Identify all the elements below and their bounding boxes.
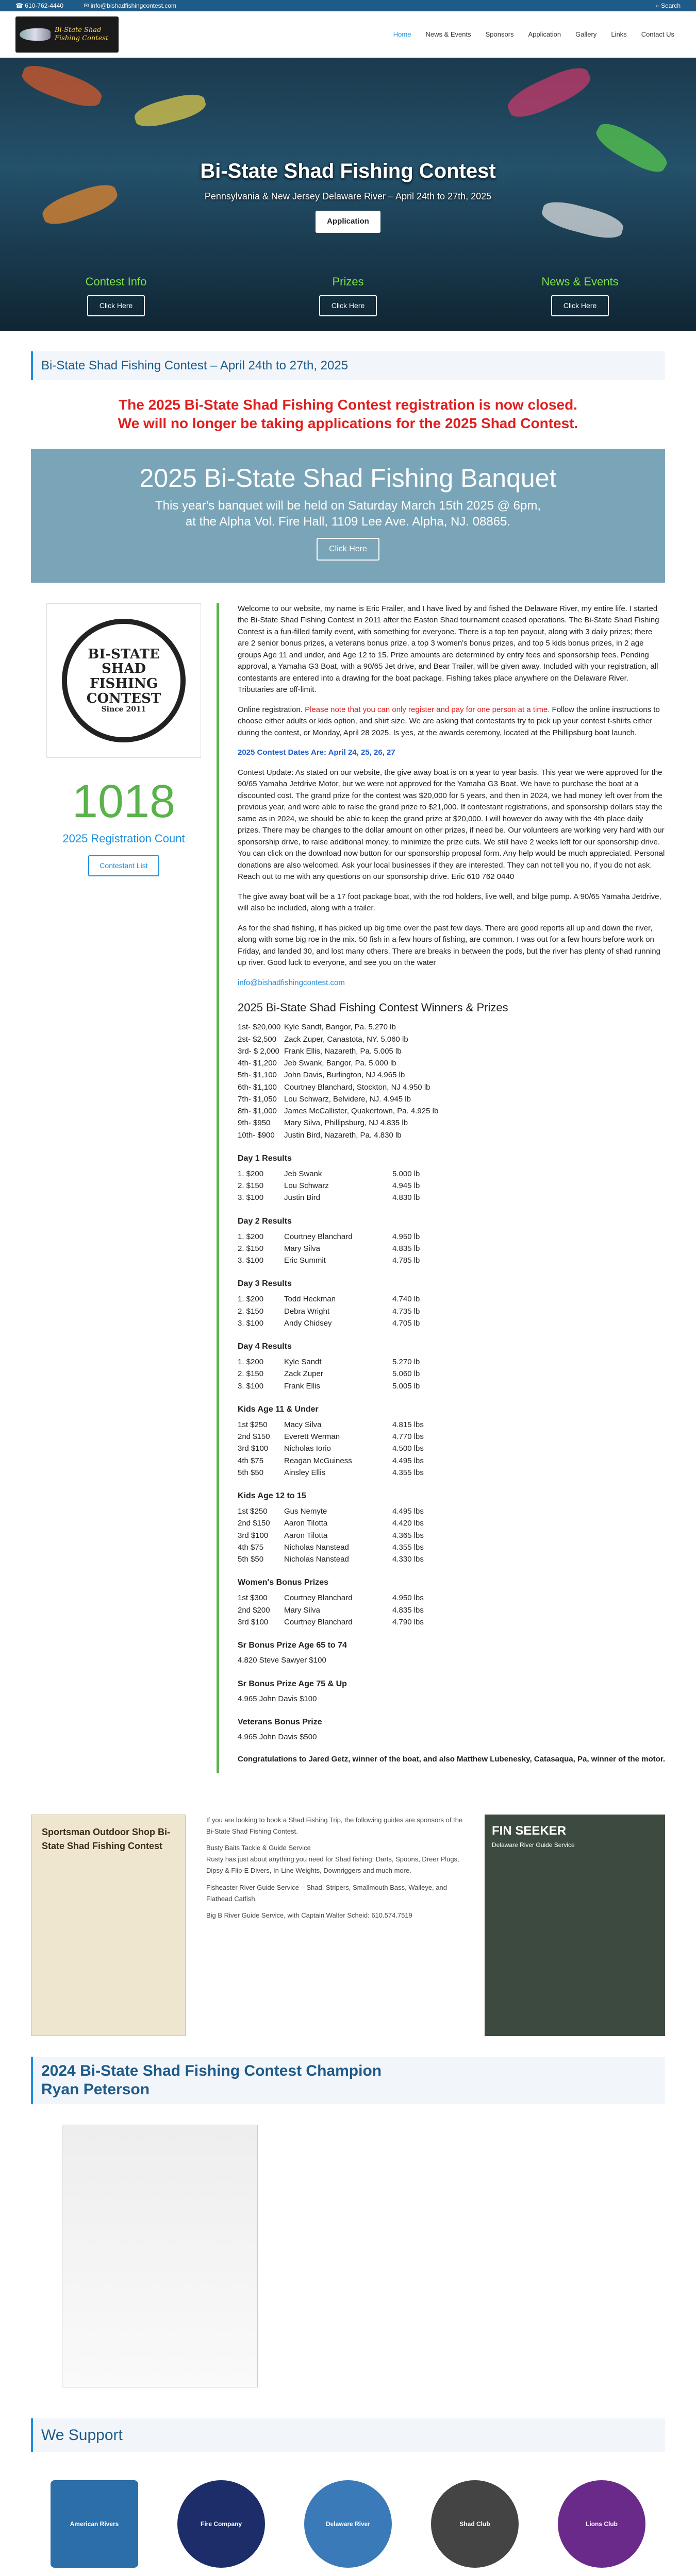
- main-nav: [387, 26, 681, 43]
- nav-links[interactable]: Links: [611, 30, 627, 38]
- results-heading: Day 2 Results: [238, 1216, 292, 1226]
- registration-closed-notice: The 2025 Bi-State Shad Fishing Contest registration is now closed. We will no longer be taking applications for the 2025 Shad Contest.: [118, 397, 578, 432]
- hero-subtitle: Pennsylvania & New Jersey Delaware River – April 24th to 27th, 2025: [204, 191, 492, 201]
- results-heading: Kids Age 11 & Under: [238, 1404, 319, 1414]
- results-heading: Women's Bonus Prizes: [238, 1578, 328, 1587]
- contest-emblem: BI-STATE SHAD FISHING CONTEST Since 2011: [46, 603, 201, 758]
- prizes-button[interactable]: Click Here: [319, 295, 377, 316]
- news-events-button[interactable]: Click Here: [551, 295, 609, 316]
- results-row: 3. $100 Andy Chidsey 4.705 lb: [238, 1318, 420, 1328]
- contestant-list-button[interactable]: Contestant List: [88, 855, 159, 876]
- fish-icon: [20, 28, 51, 41]
- banquet-banner: 2025 Bi-State Shad Fishing Banquet This year's banquet will be held on Saturday March 15th 2025 @ 6pm, at the Alpha Vol. Fire Hall, 1109 Lee Ave. Alpha, NJ. 08865. Click Here: [31, 449, 665, 583]
- results-row: 4th $75 Reagan McGuiness 4.495 lbs: [238, 1456, 424, 1465]
- top-ten-row: 9th- $950 Mary Silva, Phillipsburg, NJ 4.835 lb: [238, 1118, 408, 1128]
- contact-email-link[interactable]: info@bishadfishingcontest.com: [238, 978, 345, 987]
- delaware-river-logo[interactable]: Delaware River: [304, 2480, 392, 2568]
- search-button[interactable]: ⌕ Search: [655, 2, 681, 9]
- results-row: 1st $250 Macy Silva 4.815 lbs: [238, 1420, 424, 1429]
- results-row: 1. $200 Jeb Swank 5.000 lb: [238, 1169, 420, 1178]
- results-row: 2. $150 Mary Silva 4.835 lb: [238, 1244, 420, 1253]
- results-heading: Day 4 Results: [238, 1342, 292, 1351]
- top-ten-row: 10th- $900 Justin Bird, Nazareth, Pa. 4.830 lb: [238, 1130, 402, 1140]
- registration-count: 1018: [72, 775, 176, 827]
- results-row: 2. $150 Lou Schwarz 4.945 lb: [238, 1181, 420, 1191]
- hero-banner: [0, 58, 696, 331]
- results-row: 4th $75 Nicholas Nanstead 4.355 lbs: [238, 1543, 424, 1552]
- results-row: 3. $100 Justin Bird 4.830 lb: [238, 1193, 420, 1202]
- top-ten-row: 7th- $1,050 Lou Schwarz, Belvidere, NJ. 4.945 lb: [238, 1094, 411, 1104]
- results-row: 5th $50 Ainsley Ellis 4.355 lbs: [238, 1468, 424, 1477]
- nav-sponsors[interactable]: Sponsors: [485, 30, 514, 38]
- results-row: 1. $200 Todd Heckman 4.740 lb: [238, 1295, 420, 1304]
- results-row: 2nd $150 Aaron Tilotta 4.420 lbs: [238, 1519, 424, 1528]
- sponsor-flyer[interactable]: Sportsman Outdoor Shop Bi-State Shad Fishing Contest: [31, 1815, 186, 2036]
- champion-heading: 2024 Bi-State Shad Fishing Contest Champion Ryan Peterson: [31, 2057, 665, 2104]
- nav-news-events[interactable]: News & Events: [425, 30, 471, 38]
- nav-contact[interactable]: Contact Us: [641, 30, 674, 38]
- results-row: 2. $150 Zack Zuper 5.060 lb: [238, 1369, 420, 1379]
- results-row: 1st $250 Gus Nemyte 4.495 lbs: [238, 1507, 424, 1516]
- results-row: 3. $100 Eric Summit 4.785 lb: [238, 1256, 420, 1265]
- results-row: 5th $50 Nicholas Nanstead 4.330 lbs: [238, 1555, 424, 1564]
- results-heading: Day 1 Results: [238, 1154, 292, 1163]
- fire-company-logo[interactable]: Fire Company: [177, 2480, 265, 2568]
- results-row: 2nd $150 Everett Werman 4.770 lbs: [238, 1432, 424, 1442]
- results-heading: Day 3 Results: [238, 1279, 292, 1289]
- top-bar: [0, 0, 696, 11]
- feature-prizes: Prizes Click Here: [271, 273, 425, 316]
- top-ten-row: 1st- $20,000 Kyle Sandt, Bangor, Pa. 5.270 lb: [238, 1023, 396, 1032]
- top-ten-row: 6th- $1,100 Courtney Blanchard, Stockton, NJ 4.950 lb: [238, 1082, 430, 1092]
- results-row: 1. $200 Kyle Sandt 5.270 lb: [238, 1358, 420, 1367]
- nav-application[interactable]: Application: [528, 30, 561, 38]
- results-row: 3rd $100 Courtney Blanchard 4.790 lbs: [238, 1617, 424, 1626]
- banquet-button[interactable]: Click Here: [317, 538, 379, 561]
- top-ten-row: 3rd- $ 2,000 Frank Ellis, Nazareth, Pa. 5.005 lb: [238, 1046, 402, 1056]
- results-row: 3rd $100 Aaron Tilotta 4.365 lbs: [238, 1531, 424, 1540]
- hero-title: Bi-State Shad Fishing Contest: [200, 160, 496, 182]
- lions-club-logo[interactable]: Lions Club: [558, 2480, 645, 2568]
- top-ten-row: 2st- $2,500 Zack Zuper, Canastota, NY. 5.060 lb: [238, 1035, 408, 1044]
- top-ten-row: 5th- $1,100 John Davis, Burlington, NJ 4.965 lb: [238, 1071, 405, 1080]
- results-row: 3. $100 Frank Ellis 5.005 lb: [238, 1381, 420, 1391]
- results-row: 1st $300 Courtney Blanchard 4.950 lbs: [238, 1594, 424, 1603]
- champion-photo: [62, 2125, 258, 2387]
- phone-link[interactable]: ☎ 610-762-4440: [15, 2, 64, 9]
- results-row: 1. $200 Courtney Blanchard 4.950 lb: [238, 1232, 420, 1241]
- american-rivers-logo[interactable]: American Rivers: [51, 2480, 138, 2568]
- feature-news-events: News & Events Click Here: [503, 273, 657, 316]
- site-logo[interactable]: Bi-State Shad Fishing Contest: [15, 16, 119, 53]
- results-row: 2nd $200 Mary Silva 4.835 lbs: [238, 1605, 424, 1615]
- hero-application-button[interactable]: Application: [316, 211, 380, 233]
- results-heading: Kids Age 12 to 15: [238, 1492, 306, 1501]
- support-logos: [31, 2472, 665, 2575]
- registration-count-label: 2025 Registration Count: [62, 832, 185, 845]
- contest-info-button[interactable]: Click Here: [87, 295, 145, 316]
- fin-seeker-flyer[interactable]: FIN SEEKER Delaware River Guide Service: [485, 1815, 665, 2036]
- top-ten-row: 8th- $1,000 James McCallister, Quakertown, Pa. 4.925 lb: [238, 1107, 439, 1116]
- results-row: 2. $150 Debra Wright 4.735 lb: [238, 1307, 420, 1316]
- guide-sponsors-text: If you are looking to book a Shad Fishing Trip, the following guides are sponsors of the Bi-State Shad Fishing Contest. Busty Baits Tackle & Guide Service Rusty has just about anything you need for Shad fishing: Darts, Spoons, Dreer Plugs, Dipsy & Flip-E Divers, In-Line Weights, Downriggers and much more. Fisheaster River Guide Service – Shad, Stripers, Smallmouth Bass, Walleye, and Flathead Catfish. Big B River Guide Service, with Captain Walter Scheid: 610.574.7519: [206, 1816, 463, 1919]
- header: [0, 11, 696, 58]
- results-row: 3rd $100 Nicholas Iorio 4.500 lbs: [238, 1444, 424, 1453]
- top-ten-row: 4th- $1,200 Jeb Swank, Bangor, Pa. 5.000 lb: [238, 1059, 396, 1068]
- we-support-heading: We Support: [31, 2418, 665, 2452]
- feature-contest-info: Contest Info Click Here: [39, 273, 193, 316]
- contest-details: Welcome to our website, my name is Eric Frailer, and I have lived by and fished the Delaware River, my entire life. I started the Bi-State Shad Fishing Contest in 2011 after the Easton Shad tournament ceased operations. The Bi-State Shad Fishing Contest is a fun-filled family event, with something for everyone. There is a top ten payout, along with 3 daily prizes; there are 2 senior bonus prizes, a veterans bonus prize, a top 3 women's bonus prizes, and top 5 kids bonus prizes, in 2 age groups Age 11 and under, and Age 12 to 15. Prize amounts are determined by entry fees and sponsorship fees. Pending approval, a Yamaha G3 Boat, with a 90/65 Jet drive, and Bear Trailer, will be given away. Included with your registration, all contestants are entered into a drawing for the boat package. Fishing takes place anywhere on the Delaware River. Tributaries are off-limit. Online registration. Please note that you can only register and pay for one person at a time. Follow the online instructions to choose either adults or kids option, and shirt size. We are asking that contestants try to pick up your contest t-shirts either during the contest, or Monday, April 28 2025. Is yes, at the awards ceremony, located at the Phillipsburg boat launch. 2025 Contest Dates Are: April 24, 25, 26, 27 Contest Update: As stated on our website, the give away boat is on a year to year basis. This year we were approved for the 90/65 Yamaha Jetdrive Motor, but we were not approved for the Yamaha G3 Boat. We have to purchase the boat at a discounted cost. The grand prize for the contest was $20,000 for 5 years, and then in 2024, we had money left over from the previous year, and were able to raise the grand prize to $21,000. If contestant registrations, and sponsorship dollars stay the same as in 2024, we should be able to keep the grand prize at $20,000. I will however do away with the 4th place daily prizes. There may be changes to the dollar amount on other prizes, if need be. Our volunteers are working very hard with our sponsorship drive, to raise additional money, to minimize the prize cuts. We still have 2 weeks left for our sponsorship drive. You can click on the download now button for our sponsorship proposal form. Any help would be much appreciated. Personal donations are also welcomed. Ask your local businesses if they are interested. They can not tell you no, if you do not ask. Reach out to me with any questions on our sponsorship drive. Eric 610 762 0440 The give away boat will be a 17 foot package boat, with the rod holders, live well, and bilge pump. A 90/65 Yamaha Jetdrive, will also be included, along with a trailer. As for the shad fishing, it has picked up big time over the past few days. There are good reports all up and down the river, along with some big roe in the mix. 50 fish in a few hours of fishing, are common. I was out for a few hours before work on Friday, and landed 30, and lost many others. There are breaks in between the pods, but the river has plenty of shad running up river. Good luck to everyone, and see you on the water info@bishadfishingcontest.com 2025 Bi-State Shad Fishing Contest Winners & Prizes 1st- $20,000 Kyle Sandt, Bangor, Pa. 5.270 lb 2st- $2,500 Zack Zuper, Canastota, NY. 5.060 lb 3rd- $ 2,000 Frank Ellis, Nazareth, Pa. 5.005 lb 4th- $1,200 Jeb Swank, Bangor, Pa. 5.000 lb 5th- $1,100 John Davis, Burlington, NJ 4.965 lb 6th- $1,100 Courtney Blanchard, Stockton, NJ 4.950 lb 7th- $1,050 Lou Schwarz, Belvidere, NJ. 4.945 lb 8th- $1,000 James McCallister, Quakertown, Pa. 4.925 lb 9th- $950 Mary Silva, Phillipsburg, NJ 4.835 lb 10th- $900 Justin Bird, Nazareth, Pa. 4.830 lb Day 1 Results 1. $200 Jeb Swank 5.000 lb 2. $150 Lou Schwarz 4.945 lb 3. $100 Justin Bird 4.830 lb Day 2 Results 1. $200 Courtney Blanchard 4.950 lb 2. $150 Mary Silva 4.835 lb 3. $100 Eric Summit 4.785 lb Day 3 Results 1. $200 Todd Heckman 4.740 lb 2. $150 Debra Wright 4.735 lb 3. $100 Andy Chidsey 4.705 lb Day 4 Results 1. $200 Kyle Sandt 5.270 lb 2. $150 Zack Zuper 5.060 lb 3. $100 Frank Ellis 5.005 lb Kids Age 11 & Under 1st $250 Macy Silva 4.815 lbs 2nd $150 Everett Werman 4.770 lbs 3rd $100 Nicholas Iorio 4.500 lbs 4th $75 Reagan McGuiness 4.495 lbs 5th $50 Ainsley Ellis 4.355 lbs Kids Age 12 to 15 1st $250 Gus Nemyte 4.495 lbs 2nd $150 Aaron Tilotta 4.420 lbs 3rd $100 Aaron Tilotta 4.365 lbs 4th $75 Nicholas Nanstead 4.355 lbs 5th $50 Nicholas Nanstead 4.330 lbs Women's Bonus Prizes 1st $300 Courtney Blanchard 4.950 lbs 2nd $200 Mary Silva 4.835 lbs 3rd $100 Courtney Blanchard 4.790 lbs Sr Bonus Prize Age 65 to 74 4.820 Steve Sawyer $100 Sr Bonus Prize Age 75 & Up 4.965 John Davis $100 Veterans Bonus Prize 4.965 John Davis $500 Congratulations to Jared Getz, winner of the boat, and also Matthew Lubenesky, Catasaqua, Pa, winner of the motor.: [217, 603, 665, 1773]
- email-link[interactable]: ✉ info@bishadfishingcontest.com: [84, 2, 177, 9]
- nav-home[interactable]: Home: [393, 30, 411, 38]
- shad-club-logo[interactable]: Shad Club: [431, 2480, 519, 2568]
- nav-gallery[interactable]: Gallery: [575, 30, 597, 38]
- contest-heading: Bi-State Shad Fishing Contest – April 24th to 27th, 2025: [31, 351, 665, 380]
